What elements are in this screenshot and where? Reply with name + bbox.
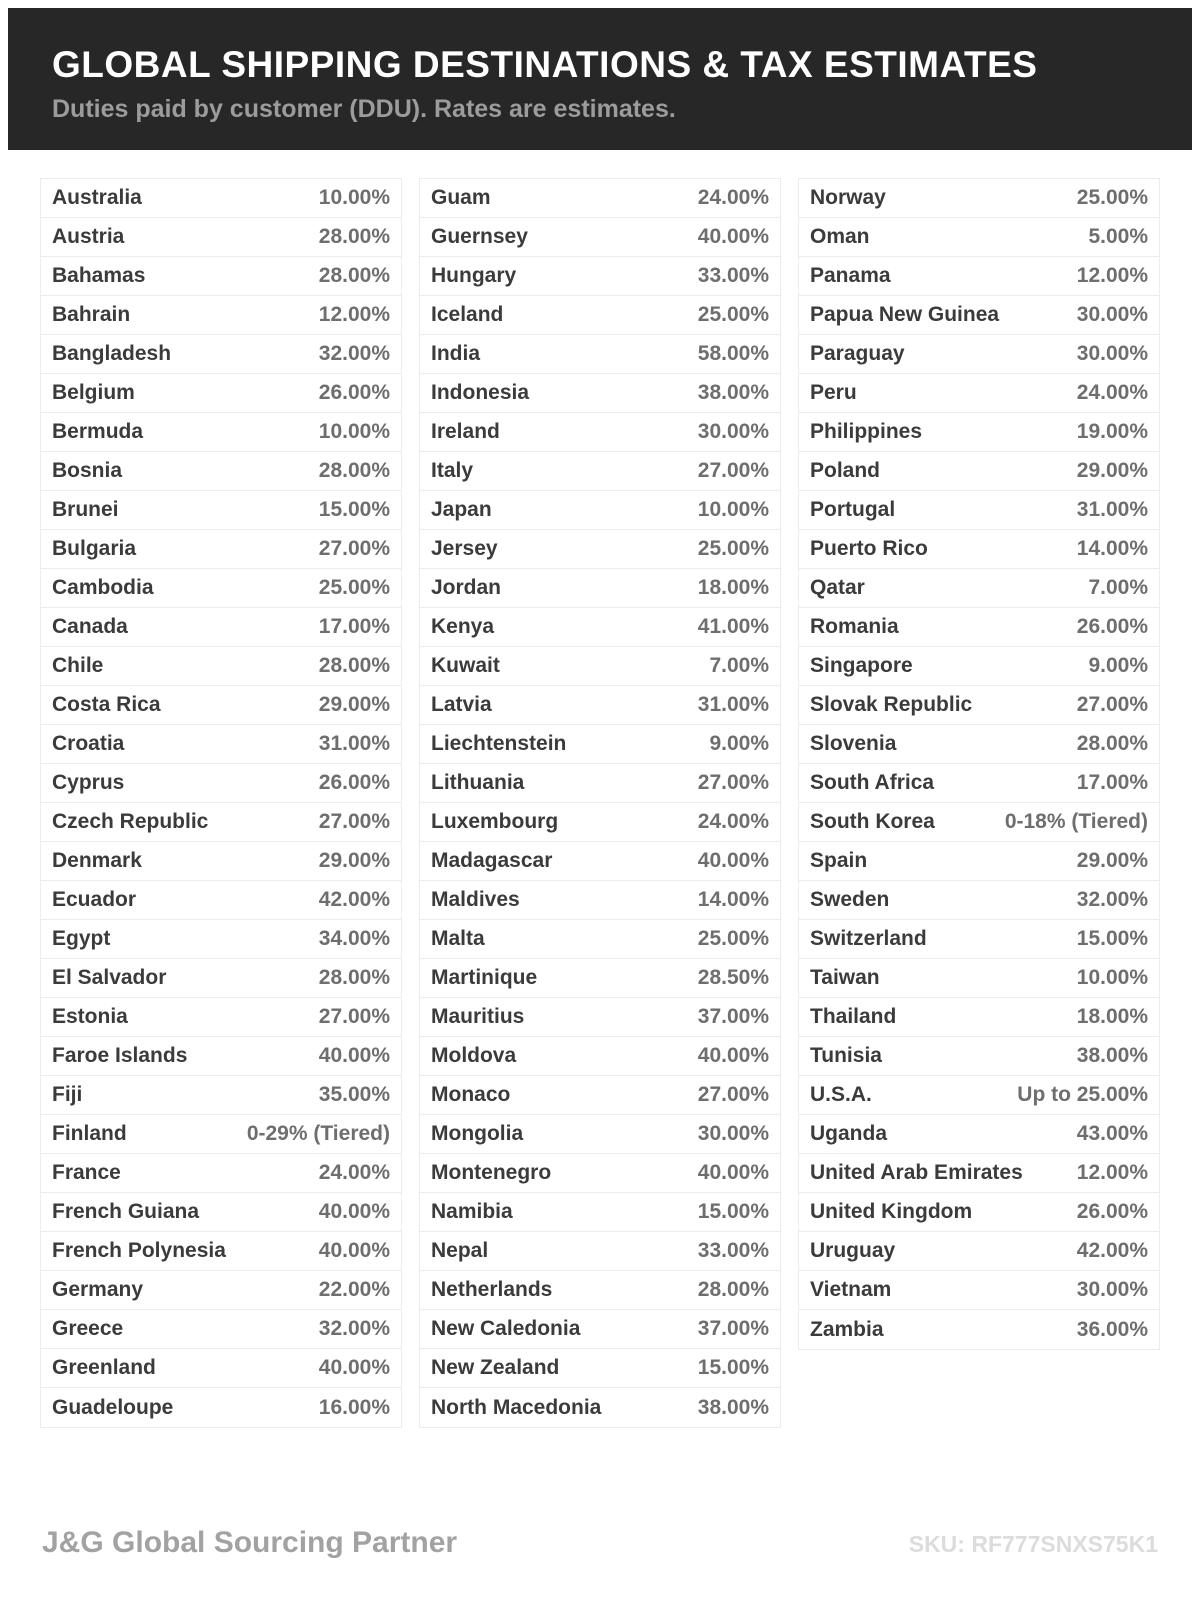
table-row — [420, 842, 780, 881]
table-row — [41, 491, 401, 530]
country-name: Maldives — [431, 888, 520, 911]
country-name: Mauritius — [431, 1005, 525, 1028]
country-name: Estonia — [52, 1005, 128, 1028]
country-name: Ireland — [431, 420, 500, 443]
tax-rate: 58.00% — [697, 342, 769, 365]
table-row — [799, 1232, 1159, 1271]
tax-rate: 31.00% — [697, 693, 769, 716]
table-row — [41, 998, 401, 1037]
brand-name: J&G Global Sourcing Partner — [42, 1526, 458, 1559]
country-name: New Zealand — [431, 1356, 560, 1379]
country-name: Kenya — [431, 615, 495, 638]
tax-rate: 41.00% — [697, 615, 769, 638]
country-name: Malta — [431, 927, 485, 950]
table-row — [799, 530, 1159, 569]
country-name: Guernsey — [431, 225, 528, 248]
table-row — [799, 920, 1159, 959]
tax-rate: 27.00% — [1076, 693, 1148, 716]
table-row — [799, 218, 1159, 257]
table-row — [420, 1115, 780, 1154]
tax-rate: 40.00% — [697, 849, 769, 872]
country-name: Japan — [431, 498, 492, 521]
tax-rate: 25.00% — [697, 927, 769, 950]
table-row — [799, 491, 1159, 530]
table-row — [41, 257, 401, 296]
tax-rate: 40.00% — [697, 1044, 769, 1067]
country-name: Kuwait — [431, 654, 500, 677]
country-name: Czech Republic — [52, 810, 209, 833]
table-row — [41, 608, 401, 647]
table-row — [420, 1310, 780, 1349]
table-row — [420, 179, 780, 218]
country-name: Namibia — [431, 1200, 513, 1223]
tax-rate: Up to 25.00% — [1017, 1083, 1148, 1106]
table-row — [41, 218, 401, 257]
tax-rate: 37.00% — [697, 1317, 769, 1340]
tax-rate: 12.00% — [318, 303, 390, 326]
tax-rate: 27.00% — [318, 1005, 390, 1028]
country-name: Chile — [52, 654, 104, 677]
tax-rate: 28.00% — [318, 966, 390, 989]
tax-rate: 24.00% — [1076, 381, 1148, 404]
tax-rate: 25.00% — [697, 303, 769, 326]
country-name: Papua New Guinea — [810, 303, 1000, 326]
tax-rate: 35.00% — [318, 1083, 390, 1106]
tax-rate: 28.00% — [318, 225, 390, 248]
tax-rate: 14.00% — [1076, 537, 1148, 560]
country-name: Panama — [810, 264, 891, 287]
tax-rate: 32.00% — [1076, 888, 1148, 911]
tax-rate: 31.00% — [318, 732, 390, 755]
tax-rate: 7.00% — [1088, 576, 1148, 599]
table-row — [420, 1271, 780, 1310]
table-row — [41, 530, 401, 569]
table-row — [799, 725, 1159, 764]
country-name: Madagascar — [431, 849, 553, 872]
tax-rate: 27.00% — [697, 1083, 769, 1106]
tax-rate: 30.00% — [697, 420, 769, 443]
country-name: Slovak Republic — [810, 693, 973, 716]
tax-rate: 0-18% (Tiered) — [1004, 810, 1148, 833]
tax-rate: 43.00% — [1076, 1122, 1148, 1145]
table-row — [799, 1037, 1159, 1076]
country-name: Jordan — [431, 576, 502, 599]
table-row — [799, 335, 1159, 374]
country-name: Bermuda — [52, 420, 144, 443]
tax-rate: 15.00% — [697, 1356, 769, 1379]
tax-rate: 19.00% — [1076, 420, 1148, 443]
tax-rate: 40.00% — [318, 1044, 390, 1067]
country-name: Finland — [52, 1122, 127, 1145]
table-row — [41, 452, 401, 491]
tax-rate: 5.00% — [1088, 225, 1148, 248]
table-row — [799, 959, 1159, 998]
country-name: Hungary — [431, 264, 517, 287]
country-name: Indonesia — [431, 381, 530, 404]
header-banner — [8, 8, 1192, 150]
table-row — [41, 881, 401, 920]
table-row — [799, 296, 1159, 335]
table-row — [799, 413, 1159, 452]
tax-rate: 28.00% — [318, 654, 390, 677]
tax-rate: 36.00% — [1076, 1317, 1148, 1341]
tax-rate: 31.00% — [1076, 498, 1148, 521]
tax-rate: 26.00% — [318, 771, 390, 794]
table-row — [41, 725, 401, 764]
country-name: Guam — [431, 186, 491, 209]
table-row — [41, 1271, 401, 1310]
country-name: North Macedonia — [431, 1395, 602, 1419]
rates-table — [40, 178, 1160, 1428]
table-row — [420, 764, 780, 803]
country-name: United Kingdom — [810, 1200, 973, 1223]
tax-rate: 16.00% — [318, 1395, 390, 1419]
country-name: Costa Rica — [52, 693, 161, 716]
tax-rate: 42.00% — [1076, 1239, 1148, 1262]
table-row — [799, 881, 1159, 920]
tax-rate: 27.00% — [697, 459, 769, 482]
table-row — [799, 1271, 1159, 1310]
country-name: Qatar — [810, 576, 865, 599]
country-name: Mongolia — [431, 1122, 524, 1145]
tax-rate: 34.00% — [318, 927, 390, 950]
table-row — [420, 881, 780, 920]
country-name: Austria — [52, 225, 125, 248]
table-row — [41, 1154, 401, 1193]
country-name: India — [431, 342, 481, 365]
tax-rate: 38.00% — [697, 1395, 769, 1419]
tax-rate: 29.00% — [1076, 849, 1148, 872]
table-row — [420, 296, 780, 335]
table-row — [420, 374, 780, 413]
table-row — [799, 179, 1159, 218]
country-name: Canada — [52, 615, 128, 638]
tax-rate: 10.00% — [318, 420, 390, 443]
table-column — [40, 178, 402, 1428]
tax-rate: 12.00% — [1076, 1161, 1148, 1184]
country-name: Philippines — [810, 420, 923, 443]
table-row — [420, 530, 780, 569]
table-row — [799, 647, 1159, 686]
table-row — [420, 647, 780, 686]
table-row — [41, 1037, 401, 1076]
country-name: Bulgaria — [52, 537, 137, 560]
tax-rate: 24.00% — [697, 810, 769, 833]
tax-rate: 29.00% — [1076, 459, 1148, 482]
country-name: Bosnia — [52, 459, 123, 482]
country-name: Germany — [52, 1278, 144, 1301]
tax-rate: 40.00% — [697, 225, 769, 248]
tax-rate: 32.00% — [318, 1317, 390, 1340]
tax-rate: 28.00% — [697, 1278, 769, 1301]
tax-rate: 18.00% — [1076, 1005, 1148, 1028]
country-name: Cambodia — [52, 576, 154, 599]
tax-rate: 14.00% — [697, 888, 769, 911]
country-name: United Arab Emirates — [810, 1161, 1023, 1184]
country-name: New Caledonia — [431, 1317, 581, 1340]
table-row — [420, 413, 780, 452]
table-row — [799, 1154, 1159, 1193]
table-row — [799, 257, 1159, 296]
tax-rate: 42.00% — [318, 888, 390, 911]
tax-rate: 25.00% — [318, 576, 390, 599]
country-name: Greenland — [52, 1356, 156, 1379]
country-name: Slovenia — [810, 732, 897, 755]
country-name: Vietnam — [810, 1278, 892, 1301]
tax-rate: 27.00% — [697, 771, 769, 794]
tax-rate: 24.00% — [697, 186, 769, 209]
table-row — [41, 1232, 401, 1271]
table-row — [420, 1388, 780, 1427]
tax-rate: 10.00% — [697, 498, 769, 521]
footer — [8, 1526, 1192, 1560]
table-row — [420, 335, 780, 374]
table-row — [420, 1154, 780, 1193]
country-name: Poland — [810, 459, 881, 482]
tax-rate: 30.00% — [697, 1122, 769, 1145]
tax-rate: 26.00% — [318, 381, 390, 404]
country-name: Egypt — [52, 927, 111, 950]
tax-rate: 40.00% — [697, 1161, 769, 1184]
table-row — [41, 1388, 401, 1427]
tax-rate: 30.00% — [1076, 1278, 1148, 1301]
country-name: Sweden — [810, 888, 890, 911]
country-name: Nepal — [431, 1239, 489, 1262]
country-name: Fiji — [52, 1083, 83, 1106]
table-row — [41, 842, 401, 881]
country-name: Switzerland — [810, 927, 927, 950]
country-name: Tunisia — [810, 1044, 882, 1067]
tax-rate: 28.50% — [697, 966, 769, 989]
country-name: Thailand — [810, 1005, 897, 1028]
page-title: GLOBAL SHIPPING DESTINATIONS & TAX ESTIMATES — [52, 44, 1038, 85]
sku-label: SKU: RF777SNXS75K1 — [908, 1531, 1158, 1557]
tax-rate: 27.00% — [318, 810, 390, 833]
table-row — [420, 998, 780, 1037]
tax-rate: 10.00% — [318, 186, 390, 209]
tax-rate: 26.00% — [1076, 615, 1148, 638]
tax-rate: 17.00% — [318, 615, 390, 638]
country-name: Martinique — [431, 966, 538, 989]
tax-rate: 28.00% — [318, 459, 390, 482]
country-name: Portugal — [810, 498, 896, 521]
tax-rate: 9.00% — [709, 732, 769, 755]
table-row — [420, 1076, 780, 1115]
tax-rate: 27.00% — [318, 537, 390, 560]
table-row — [799, 803, 1159, 842]
country-name: French Polynesia — [52, 1239, 226, 1262]
country-name: Puerto Rico — [810, 537, 928, 560]
table-row — [420, 1232, 780, 1271]
country-name: Paraguay — [810, 342, 905, 365]
table-row — [799, 1076, 1159, 1115]
table-row — [41, 569, 401, 608]
table-row — [799, 1193, 1159, 1232]
table-row — [41, 296, 401, 335]
table-row — [420, 257, 780, 296]
table-row — [420, 803, 780, 842]
table-row — [420, 608, 780, 647]
main-content — [8, 150, 1192, 1428]
country-name: Guadeloupe — [52, 1395, 174, 1419]
country-name: Uruguay — [810, 1239, 896, 1262]
country-name: Bahamas — [52, 264, 146, 287]
table-row — [420, 1349, 780, 1388]
tax-rate: 29.00% — [318, 693, 390, 716]
table-row — [420, 1037, 780, 1076]
tax-rate: 22.00% — [318, 1278, 390, 1301]
table-row — [41, 413, 401, 452]
tax-rate: 30.00% — [1076, 342, 1148, 365]
tax-rate: 40.00% — [318, 1239, 390, 1262]
country-name: Greece — [52, 1317, 124, 1340]
country-name: Jersey — [431, 537, 498, 560]
table-row — [799, 374, 1159, 413]
page-subtitle: Duties paid by customer (DDU). Rates are estimates. — [52, 95, 676, 123]
country-name: Denmark — [52, 849, 142, 872]
country-name: Croatia — [52, 732, 125, 755]
table-row — [799, 452, 1159, 491]
table-row — [41, 764, 401, 803]
table-row — [41, 920, 401, 959]
tax-rate: 40.00% — [318, 1200, 390, 1223]
table-row — [799, 1115, 1159, 1154]
tax-rate: 28.00% — [1076, 732, 1148, 755]
tax-rate: 25.00% — [1076, 186, 1148, 209]
country-name: France — [52, 1161, 121, 1184]
table-row — [420, 686, 780, 725]
tax-rate: 26.00% — [1076, 1200, 1148, 1223]
country-name: Ecuador — [52, 888, 137, 911]
table-column — [419, 178, 781, 1428]
country-name: Peru — [810, 381, 857, 404]
country-name: South Africa — [810, 771, 935, 794]
table-row — [41, 179, 401, 218]
table-row — [41, 1349, 401, 1388]
tax-rate: 38.00% — [1076, 1044, 1148, 1067]
table-row — [41, 374, 401, 413]
tax-rate: 0-29% (Tiered) — [246, 1122, 390, 1145]
table-row — [41, 686, 401, 725]
tax-rate: 17.00% — [1076, 771, 1148, 794]
country-name: U.S.A. — [810, 1083, 872, 1106]
tax-rate: 38.00% — [697, 381, 769, 404]
country-name: Monaco — [431, 1083, 511, 1106]
tax-rate: 15.00% — [1076, 927, 1148, 950]
table-row — [41, 1310, 401, 1349]
table-row — [799, 1310, 1159, 1349]
table-row — [41, 335, 401, 374]
table-row — [420, 920, 780, 959]
country-name: Netherlands — [431, 1278, 553, 1301]
table-row — [41, 1115, 401, 1154]
table-row — [420, 569, 780, 608]
table-row — [41, 1076, 401, 1115]
tax-rate: 29.00% — [318, 849, 390, 872]
table-column — [798, 178, 1160, 1350]
country-name: Iceland — [431, 303, 504, 326]
table-row — [41, 959, 401, 998]
table-row — [799, 569, 1159, 608]
country-name: Uganda — [810, 1122, 888, 1145]
country-name: Bangladesh — [52, 342, 172, 365]
country-name: El Salvador — [52, 966, 167, 989]
table-row — [420, 491, 780, 530]
tax-rate: 30.00% — [1076, 303, 1148, 326]
tax-rate: 10.00% — [1076, 966, 1148, 989]
country-name: Norway — [810, 186, 886, 209]
table-row — [799, 842, 1159, 881]
country-name: French Guiana — [52, 1200, 200, 1223]
country-name: Latvia — [431, 693, 492, 716]
country-name: Australia — [52, 186, 142, 209]
tax-rate: 37.00% — [697, 1005, 769, 1028]
country-name: Liechtenstein — [431, 732, 567, 755]
table-row — [799, 998, 1159, 1037]
table-row — [799, 608, 1159, 647]
country-name: Bahrain — [52, 303, 131, 326]
tax-rate: 7.00% — [709, 654, 769, 677]
tax-rate: 28.00% — [318, 264, 390, 287]
tax-rate: 25.00% — [697, 537, 769, 560]
table-row — [41, 1193, 401, 1232]
country-name: Moldova — [431, 1044, 517, 1067]
country-name: Spain — [810, 849, 868, 872]
tax-rate: 40.00% — [318, 1356, 390, 1379]
country-name: Romania — [810, 615, 899, 638]
tax-rate: 32.00% — [318, 342, 390, 365]
table-row — [41, 803, 401, 842]
tax-rate: 15.00% — [318, 498, 390, 521]
tax-rate: 15.00% — [697, 1200, 769, 1223]
table-row — [420, 725, 780, 764]
country-name: Lithuania — [431, 771, 525, 794]
table-row — [420, 1193, 780, 1232]
table-row — [420, 218, 780, 257]
country-name: Luxembourg — [431, 810, 559, 833]
country-name: Brunei — [52, 498, 119, 521]
country-name: Cyprus — [52, 771, 125, 794]
table-row — [799, 686, 1159, 725]
country-name: South Korea — [810, 810, 935, 833]
tax-rate: 18.00% — [697, 576, 769, 599]
table-row — [41, 647, 401, 686]
tax-rate: 33.00% — [697, 264, 769, 287]
country-name: Montenegro — [431, 1161, 552, 1184]
country-name: Oman — [810, 225, 870, 248]
table-row — [799, 764, 1159, 803]
table-row — [420, 959, 780, 998]
country-name: Belgium — [52, 381, 135, 404]
country-name: Singapore — [810, 654, 913, 677]
country-name: Taiwan — [810, 966, 880, 989]
country-name: Zambia — [810, 1317, 884, 1341]
tax-rate: 33.00% — [697, 1239, 769, 1262]
country-name: Italy — [431, 459, 474, 482]
table-row — [420, 452, 780, 491]
tax-rate: 12.00% — [1076, 264, 1148, 287]
tax-rate: 9.00% — [1088, 654, 1148, 677]
country-name: Faroe Islands — [52, 1044, 188, 1067]
tax-rate: 24.00% — [318, 1161, 390, 1184]
